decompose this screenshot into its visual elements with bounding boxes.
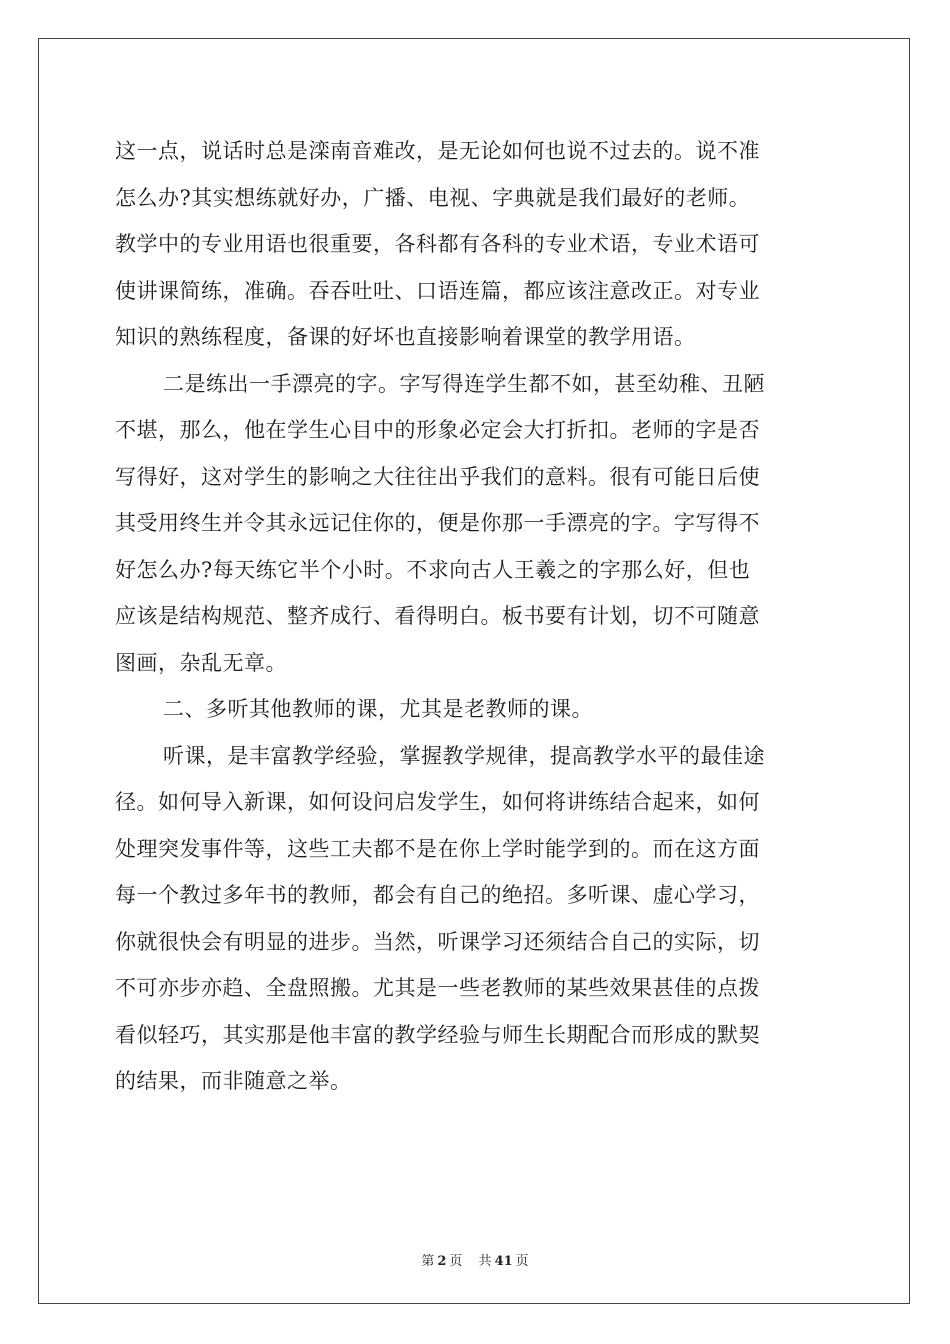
text-line: 处理突发事件等，这些工夫都不是在你上学时能学到的。而在这方面 (115, 836, 760, 861)
text-line: 每一个教过多年书的教师，都会有自己的绝招。多听课、虚心学习， (115, 883, 760, 907)
page-footer (0, 1250, 950, 1269)
text-line: 图画，杂乱无章。 (115, 650, 287, 675)
text-line: 教学中的专业用语也很重要，各科都有各科的专业术语，专业术语可 (115, 232, 760, 256)
page-indicator (418, 1254, 465, 1269)
text-line: 知识的熟练程度，备课的好坏也直接影响着课堂的教学用语。 (115, 325, 696, 349)
document-body (115, 128, 835, 1105)
text-line: 不可亦步亦趋、全盘照搬。尤其是一些老教师的某些效果甚佳的点拨 (115, 976, 760, 1000)
total-suffix: 页 (515, 1254, 529, 1269)
text-line: 这一点，说话时总是滦南音难改，是无论如何也说不过去的。说不准 (115, 139, 760, 163)
text-line: 看似轻巧，其实那是他丰富的教学经验与师生长期配合而形成的默契 (115, 1022, 760, 1047)
total-indicator (476, 1254, 532, 1269)
text-line: 怎么办?其实想练就好办，广播、电视、字典就是我们最好的老师。 (115, 185, 751, 210)
section-heading: 二、多听其他教师的课，尤其是老教师的课。 (163, 697, 593, 721)
text-line: 你就很快会有明显的进步。当然，听课学习还须结合自己的实际，切 (115, 929, 760, 954)
text-line: 写得好，这对学生的影响之大往往出乎我们的意料。很有可能日后使 (115, 464, 760, 489)
paragraph-first-line: 听课，是丰富教学经验，掌握教学规律，提高教学水平的最佳途 (163, 743, 765, 768)
total-prefix: 共 (478, 1254, 492, 1269)
text-line: 的结果，而非随意之举。 (115, 1069, 352, 1093)
text-line: 径。如何导入新课，如何设问启发学生，如何将讲练结合起来，如何 (115, 790, 760, 814)
page-prefix: 第 (421, 1254, 435, 1269)
text-line: 其受用终生并令其永远记住你的，便是你那一手漂亮的字。字写得不 (115, 511, 760, 535)
text-line: 使讲课简练，准确。吞吞吐吐、口语连篇，都应该注意改正。对专业 (115, 278, 760, 303)
text-line: 不堪，那么，他在学生心目中的形象必定会大打折扣。老师的字是否 (115, 418, 760, 442)
page-number: 2 (437, 1254, 447, 1269)
page-suffix: 页 (449, 1254, 463, 1269)
paragraph-first-line: 二是练出一手漂亮的字。字写得连学生都不如，甚至幼稚、丑陋 (163, 371, 765, 396)
text-line: 应该是结构规范、整齐成行、看得明白。板书要有计划，切不可随意 (115, 604, 760, 628)
total-pages: 41 (494, 1254, 513, 1269)
text-line: 好怎么办?每天练它半个小时。不求向古人王羲之的字那么好，但也 (115, 557, 751, 582)
